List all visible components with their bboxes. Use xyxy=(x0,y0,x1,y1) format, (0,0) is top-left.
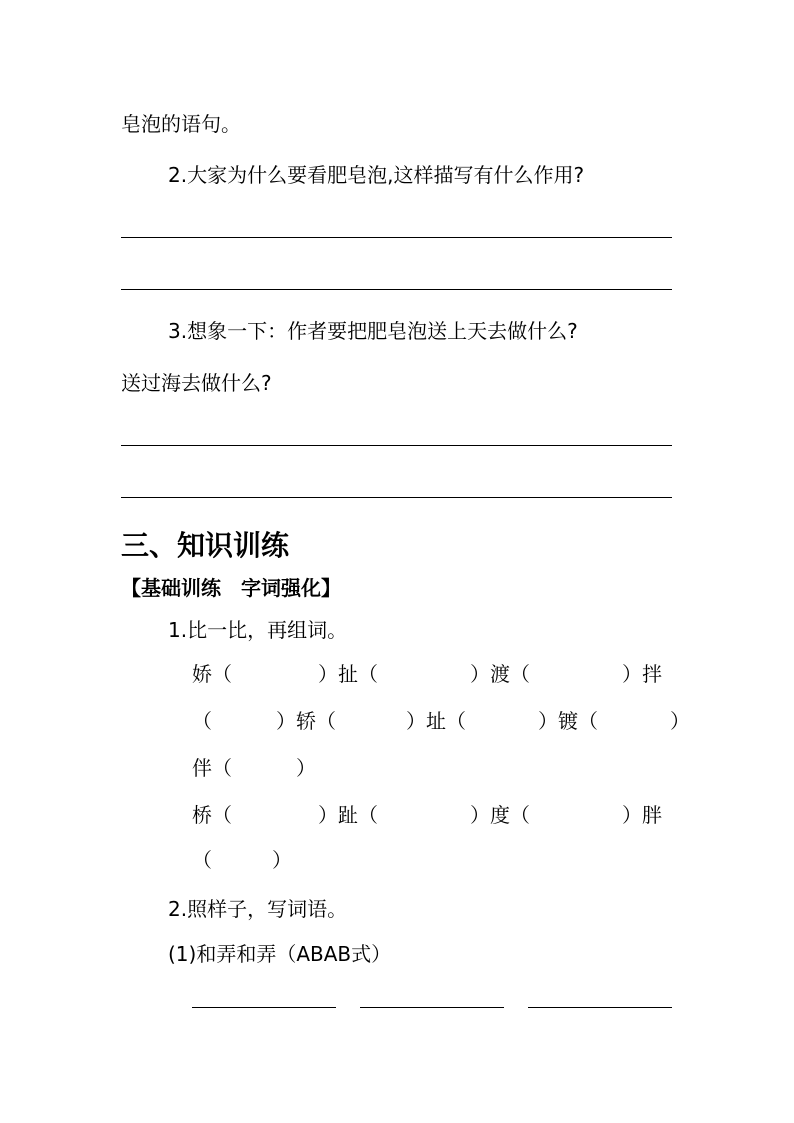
fill-blank[interactable] xyxy=(528,1007,672,1008)
word-cell: 桥（ xyxy=(192,803,232,827)
word-cell: ） xyxy=(296,756,316,780)
word-cell: ）址（ xyxy=(406,709,466,733)
passage-line-end: 皂泡的语句。 xyxy=(121,112,241,136)
answer-line[interactable] xyxy=(121,237,672,238)
word-cell: ）拌 xyxy=(622,662,662,686)
exercise-2-prompt: 2.照样子，写词语。 xyxy=(168,897,348,921)
word-cell: ）扯（ xyxy=(318,662,378,686)
section-title: 三、知识训练 xyxy=(121,529,290,562)
word-cell: ）轿（ xyxy=(276,709,336,733)
answer-line[interactable] xyxy=(121,497,672,498)
exercise-2-item-1: (1)和弄和弄（ABAB式） xyxy=(168,942,392,966)
section-subtitle: 【基础训练 字词强化】 xyxy=(121,576,341,600)
answer-line[interactable] xyxy=(121,289,672,290)
word-cell: ） xyxy=(670,709,690,733)
word-cell: ）胖 xyxy=(622,803,662,827)
word-cell: （ xyxy=(192,848,212,872)
word-cell: ）度（ xyxy=(470,803,530,827)
fill-blank[interactable] xyxy=(360,1007,504,1008)
answer-line[interactable] xyxy=(121,445,672,446)
word-cell: 娇（ xyxy=(192,662,232,686)
question-3-line-2: 送过海去做什么? xyxy=(121,371,272,395)
word-cell: ）趾（ xyxy=(318,803,378,827)
word-cell: ）镀（ xyxy=(538,709,598,733)
word-cell: （ xyxy=(192,709,212,733)
question-3-line-1: 3.想象一下：作者要把肥皂泡送上天去做什么? xyxy=(168,319,578,343)
question-2: 2.大家为什么要看肥皂泡,这样描写有什么作用? xyxy=(168,163,585,187)
exercise-1-prompt: 1.比一比，再组词。 xyxy=(168,618,348,642)
word-cell: ）渡（ xyxy=(470,662,530,686)
word-cell: 伴（ xyxy=(192,756,232,780)
fill-blank[interactable] xyxy=(192,1007,336,1008)
word-cell: ） xyxy=(272,848,292,872)
